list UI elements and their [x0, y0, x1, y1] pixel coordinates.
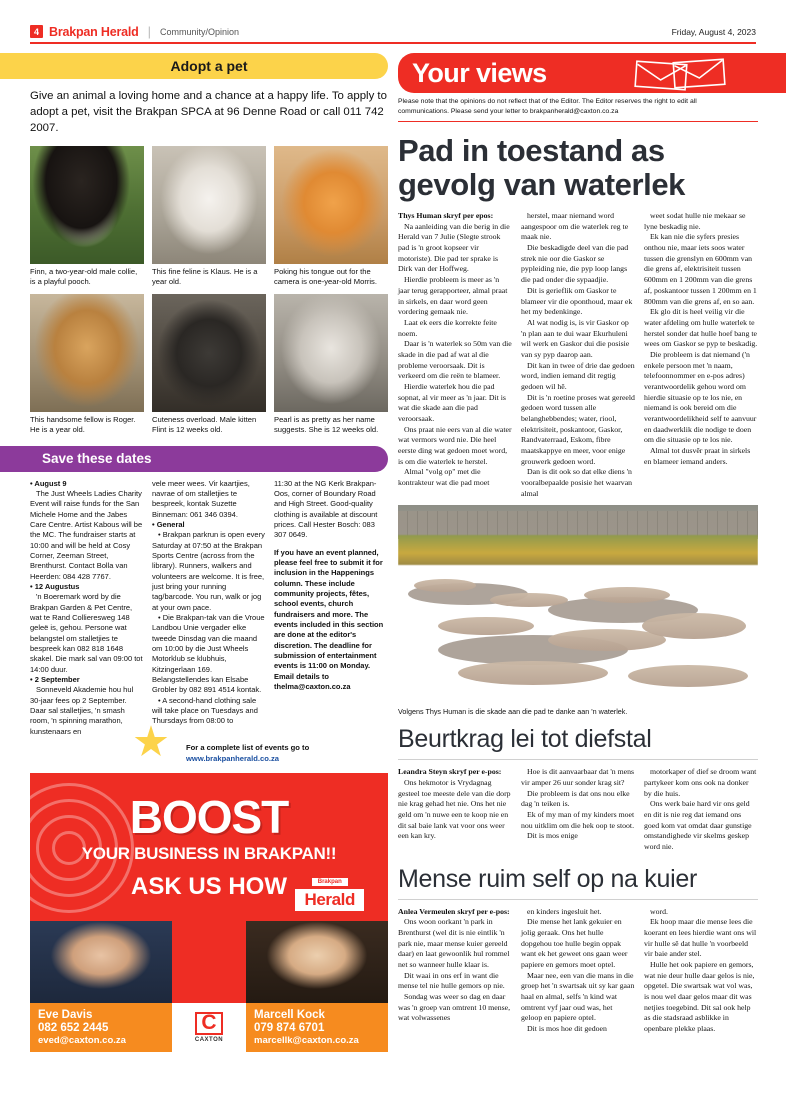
article-paragraph: Al wat nodig is, is vir Gaskor op 'n plan aan te dui waar Ekurhuleni wil werk en Gaskor dui die posisie van sy pyp daarop aan. — [521, 317, 630, 359]
article-1-column-1 — [398, 211, 512, 499]
ad-contact-phone[interactable]: 082 652 2445 — [38, 1022, 109, 1035]
article-paragraph: Ek kan nie die syfers presies onthou nie, maar iets soos water tussen die grenslyn en 600mm van die grens af, elektrisiteit tussen 600mm en 1 200mm van die grens af, poskantoor tussen 1 200mm en 1 800mm van die grens af, en so aan. — [644, 232, 757, 306]
article-paragraph: Ons hekmotor is Vrydagnag gesteel toe meeste dele van die dorp nie krag gehad het nie. Ons het nie geld om 'n nuwe een te koop nie en dit sal baie lank vat voor ons weer een kan kry. — [398, 777, 511, 841]
article-3-columns — [398, 907, 758, 1035]
caxton-wordmark: CAXTON — [194, 1037, 224, 1044]
article-1-headline: Pad in toestand as gevolg van waterlek — [398, 133, 686, 202]
dates-item-text: 'n Boeremark word by die Brakpan Garden & Pet Centre, wat te Rand Collieresweg 148 geleë is, gehou. Persone wat belangstel om stalletjies te bespreek kan 082 818 1648 skakel. Die mark sal van 09:00 tot 14:00 duur. — [30, 592, 143, 674]
article-paragraph: Dit is mos enige — [527, 831, 578, 841]
article-3-rule — [398, 899, 758, 900]
article-paragraph: motorkaper of dief se droom want partykeer kom ons ook na donker by die huis. — [644, 767, 757, 798]
events-cta — [30, 743, 388, 764]
ad-contact-eve — [30, 1003, 172, 1052]
your-views-banner — [398, 53, 786, 93]
ad-contact-email[interactable]: eved@caxton.co.za — [38, 1035, 126, 1047]
article-paragraph: weet sodat hulle nie mekaar se lyne beskadig nie. — [644, 211, 746, 231]
events-cta-link[interactable]: www.brakpanherald.co.za — [186, 753, 279, 763]
left-column — [30, 53, 388, 1052]
dates-item-text: • Brakpan parkrun is open every Saturday at 07:50 at the Brakpan Sports Centre (across from the library). Runners, walkers and volunteers are welcome. It is free, just bring your running tag/barcode. You run, walk or jog at your own pace. — [152, 530, 265, 612]
ad-photo-eve-davis — [30, 921, 172, 1003]
pet-caption: This handsome fellow is Roger. He is a year old. — [30, 415, 136, 435]
your-views-title: Your views — [412, 57, 547, 88]
pet-card — [274, 294, 388, 436]
article-paragraph: Ons praat nie eers van al die water wat vermors word nie. Die heel eerste ding wat gedoen moet word, is om die waterlek te herstel. — [398, 424, 512, 466]
dates-item-heading: • 2 September — [30, 675, 80, 685]
article-1-photo-caption: Volgens Thys Human is die skade aan die pad te danke aan 'n waterlek. — [398, 707, 628, 717]
pet-caption: Finn, a two-year-old male collie, is a playful pooch. — [30, 266, 138, 286]
article-2-column-3 — [644, 767, 758, 852]
adopt-a-pet-body: Give an animal a loving home and a chance at a happy life. To apply to adopt a pet, visit the Brakpan SPCA at 96 Denne Road or call 011 742 2007. — [30, 90, 387, 135]
dates-item-heading: • General — [152, 519, 185, 529]
article-paragraph: Hulle het ook papiere en gemors, wat nie deur hulle daar gelos is nie, opgetel. Die swartsak wat vol was, is nou wel daar gelos maar dit was netjies toegebind. Dit sal ook help as die stadsraad asblikke in openbare plekke plaas. — [644, 960, 755, 1034]
article-paragraph: en kinders ingesluit het. — [527, 906, 602, 916]
ad-subhead: YOUR BUSINESS IN BRAKPAN!! — [81, 843, 337, 863]
masthead-left — [30, 24, 239, 39]
ad-banner — [30, 773, 388, 921]
happenings-submission-note: If you have an event planned, please feel free to submit it for inclusion in the Happenings column. These include community projects, fêtes, school events, church fundraisers and more. The events included in this section are done at the editor's discretion. The deadline for submission of entertainment events is 11:00 on Monday. Email details to thelma@caxton.co.za — [274, 547, 384, 692]
dates-item-text: vele meer wees. Vir kaartjies, navrae of om stalletjies te bespreek, kontak Suzette Binneman: 061 346 0394. — [152, 478, 250, 519]
article-paragraph: Ons werk baie hard vir ons geld en dit is nie reg dat iemand ons goed kom vat omdat daar gunstige omstandighede vir skelms geskep word nie. — [644, 799, 752, 851]
article-paragraph: Almal "volg op" met die kontrakteur wat die pad moet — [398, 467, 490, 487]
ad-logo — [295, 870, 364, 911]
pet-gallery-row-2 — [30, 294, 388, 436]
your-views-disclaimer: Please note that the opinions do not reflect that of the Editor. The Editor reserves the right to edit all communications. Please send your letter to brakpanherald@caxton.co.za — [398, 98, 697, 115]
save-these-dates-columns — [30, 479, 388, 738]
star-icon — [134, 725, 168, 759]
caxton-logo — [172, 1003, 246, 1052]
article-paragraph: Ek of my man of my kinders moet nou uitklim om die hek oop te stoot. — [521, 809, 635, 830]
article-3-byline: Anlea Vermeulen skryf per e-pos: — [398, 906, 510, 916]
your-views-rule — [398, 121, 758, 123]
save-these-dates-heading: Save these dates — [0, 446, 388, 472]
article-paragraph: Die beskadigde deel van die pad strek nie oor die Gaskor se pypleiding nie, die pyp loop langs die pad onder die sypaadjie. — [521, 243, 629, 285]
dates-item-heading: • August 9 — [30, 478, 67, 488]
ad-cta[interactable]: ASK US HOW — [131, 872, 287, 900]
article-paragraph: Daar is 'n waterlek so 50m van die skade in die pad af wat al die probleme veroorsaak. Dit is verkeerd om die reën te blameer. — [398, 339, 512, 381]
dates-column-3 — [274, 479, 388, 738]
article-2-column-1 — [398, 767, 512, 852]
article-paragraph: Die probleem is dat niemand ('n enkele persoon met 'n naam, telefoonnommer en e-pos adres) verantwoordelik gehou word om hierdie situasie op te los nie, en niemand is ook bereid om die verantwoordelikheid self te aanvuur en daadwerklik die nodige te doen om die situasie op te los nie. — [644, 349, 757, 445]
pet-caption: Cuteness overload. Male kitten Flint is 12 weeks old. — [152, 415, 257, 435]
article-3-headline: Mense ruim self op na kuier — [398, 864, 697, 893]
article-paragraph: Almal tot dusvêr praat in sirkels en blameer iemand anders. — [644, 445, 751, 466]
article-paragraph: Dan is dit ook so dat elke diens 'n vooralbepaalde posisie het waarvan almal — [521, 467, 633, 498]
article-paragraph: Hierdie waterlek hou die pad sopnat, al vir meer as 'n jaar. Dit is wat die skade aan die pad veroorsaak. — [398, 381, 506, 423]
pet-card — [274, 146, 388, 288]
ad-contact-name: Eve Davis — [38, 1009, 93, 1022]
ad-photo-marcell-kock — [246, 921, 388, 1003]
pet-card — [30, 146, 144, 288]
advertisement-boost[interactable] — [30, 773, 388, 1052]
right-column — [398, 53, 758, 1052]
article-2-headline: Beurtkrag lei tot diefstal — [398, 725, 652, 754]
page-grid — [30, 53, 756, 1052]
article-paragraph: Die probleem is dat ons nou elke dag 'n teiken is. — [521, 788, 630, 809]
article-paragraph: Na aanleiding van die berig in die Herald van 7 Julie (Slegte strook pad is 'n groot kopseer vir motoriste). Die pad ter sprake is Dirk van der Hoffweg. — [398, 221, 510, 274]
article-paragraph: Sondag was weer so dag en daar was 'n groep van omtrent 10 mense, wat volwassenes — [398, 992, 511, 1023]
caxton-mark: C — [195, 1012, 222, 1035]
ad-logo-small-text: Brakpan — [312, 878, 348, 886]
publication-title: Brakpan Herald — [49, 24, 139, 39]
pet-photo-morris — [274, 146, 388, 264]
pet-photo-flint — [152, 294, 266, 412]
article-1-byline: Thys Human skryf per epos: — [398, 211, 494, 221]
article-paragraph: Dit is mos hoe dit gedoen — [527, 1024, 607, 1034]
article-paragraph: Laat ek eers die korrekte feite noem. — [398, 317, 497, 338]
issue-date: Friday, August 4, 2023 — [671, 26, 756, 37]
article-paragraph: Dit waai in ons erf in want die mense tel nie hulle gemors op nie. — [398, 970, 505, 991]
page-number: 4 — [30, 25, 43, 38]
article-3-column-3 — [644, 907, 758, 1035]
pet-gallery-row-1 — [30, 146, 388, 288]
dates-item-text: Sonneveld Akademie hou hul 30-jaar fees op 2 September. Daar sal stalletjies, 'n smash room, 'n spinning marathon, kunstenaars en — [30, 685, 134, 736]
article-3-column-1 — [398, 907, 512, 1035]
article-paragraph: herstel, maar niemand word aangespoor om die waterlek reg te maak nie. — [521, 211, 629, 242]
envelope-icon — [634, 57, 730, 96]
adopt-a-pet-heading: Adopt a pet — [0, 53, 388, 79]
ad-contact-marcell — [246, 1003, 388, 1052]
article-paragraph: Hierdie probleem is meer as 'n jaar terug gerapporteer, almal praat in sirkels, en daar word geen vordering gemaak nie. — [398, 275, 508, 317]
ad-photo-gap — [172, 921, 246, 1003]
star-badge — [134, 725, 168, 759]
article-paragraph: Dit kan in twee of drie dae gedoen word, indien iemand dit regtig gedoen wil hê. — [521, 360, 635, 391]
pet-caption: Poking his tongue out for the camera is one-year-old Morris. — [274, 266, 377, 286]
article-paragraph: Ek glo dit is heel veilig vir die water afdeling om hulle waterlek te herstel sonder dat hulle hoef bang te wees om Gaskor se pyp te beskadig. — [644, 307, 758, 349]
ad-contacts — [30, 1003, 388, 1052]
ad-contact-email[interactable]: marcellk@caxton.co.za — [254, 1035, 359, 1047]
pet-photo-finn — [30, 146, 144, 264]
pet-caption: This fine feline is Klaus. He is a year old. — [152, 266, 258, 286]
pet-photo-roger — [30, 294, 144, 412]
pet-card — [30, 294, 144, 436]
masthead-rule — [30, 42, 756, 44]
photo-grass — [398, 535, 758, 565]
events-cta-text: For a complete list of events go to — [186, 743, 310, 753]
section-label: Community/Opinion — [160, 26, 240, 37]
pet-photo-pearl — [274, 294, 388, 412]
ad-contact-name: Marcell Kock — [254, 1009, 325, 1022]
article-3-column-2 — [521, 907, 635, 1035]
article-2-byline: Leandra Steyn skryf per e-pos: — [398, 767, 502, 777]
dates-item-text: • Die Brakpan-tak van die Vroue Landbou Unie vergader elke tweede Dinsdag van die maand om 10:00 by die Just Wheels Motorklub se klubhuis, Kitzingerlaan 169. Belangstellendes kan Elsabe Grobler by 082 891 4514 kontak. — [152, 613, 265, 695]
pet-card — [152, 294, 266, 436]
dates-column-1 — [30, 479, 144, 738]
article-2-rule — [398, 759, 758, 760]
photo-fence — [398, 511, 758, 537]
article-paragraph: Dit is gerieflik om Gaskor te blameer vir die oponthoud, maar ek het my bedenkinge. — [521, 285, 633, 317]
article-paragraph: Dit is 'n roetine proses wat gereeld gedoen word tussen alle belanghebbendes; water, riool, elektrisiteit, poskantoor, Gaskor, Randvaterraad, Eskom, fibre maatskappye en meer, voor enige grouwerk gedoen word. — [521, 392, 635, 466]
dates-item-heading: • 12 Augustus — [30, 582, 80, 591]
article-2-columns — [398, 767, 758, 852]
dates-item-text: 11:30 at the NG Kerk Brakpan-Oos, corner of Boundary Road and High Street. Good-quality clothing is available at discount prices. Call Hester Bosch: 083 307 0649. — [274, 478, 378, 540]
masthead-divider: | — [147, 24, 151, 39]
article-paragraph: Ek hoop maar die mense lees die koerant en lees hierdie want ons wil vir hulle sê dat hulle 'n voorbeeld vir baie ander stel. — [644, 917, 757, 959]
ad-headline: BOOST — [129, 790, 289, 843]
article-paragraph: Hoe is dit aanvaarbaar dat 'n mens vir amper 26 uur sonder krag sit? — [521, 767, 635, 787]
pet-card — [152, 146, 266, 288]
ad-photos — [30, 921, 388, 1003]
article-2-column-2 — [521, 767, 635, 852]
article-paragraph: Die mense het lank gekuier en jolig geraak. Ons het hulle dopgehou toe hulle begin oppak want ek het geweet ons gaan weer papiere en gemors moet optel. — [521, 917, 628, 969]
article-1-photo — [398, 505, 758, 703]
article-1-column-3 — [644, 211, 758, 499]
article-paragraph: Ons woon oorkant 'n park in Brenthurst (wel dit is nie eintlik 'n park nie, maar mense kuier gereeld daar) en laat gewoonlik hul rommel net so wanneer hulle klaar is. — [398, 917, 510, 969]
pet-photo-klaus — [152, 146, 266, 264]
dates-item-text: The Just Wheels Ladies Charity Event will raise funds for the San Michele Home and the Jabes Care Centre. Artist Kabous will be the MC. The fundraiser starts at 10:00 and will be held at Cosy Corner, Zeeman Street, Brenthurst. Contact Bolla van Heerden: 084 428 7767. — [30, 488, 143, 581]
article-1-column-2 — [521, 211, 635, 499]
pet-caption: Pearl is as pretty as her name suggests. She is 12 weeks old. — [274, 415, 379, 435]
article-paragraph: word. — [650, 906, 668, 916]
article-paragraph: Maar nee, een van die mans in die groep het 'n swartsak uit sy kar gaan haal en almal, selfs 'n kind wat omtrent vyf jaar oud was, het geloop en papiere optel. — [521, 970, 635, 1023]
masthead — [30, 0, 756, 39]
dates-item-text: • A second-hand clothing sale will take place on Tuesdays and Thursdays from 08:00 to — [152, 695, 258, 726]
dates-column-2 — [152, 479, 266, 738]
article-1-columns — [398, 211, 758, 499]
ad-contact-phone[interactable]: 079 874 6701 — [254, 1022, 325, 1035]
ad-logo-big-text: Herald — [295, 889, 364, 911]
